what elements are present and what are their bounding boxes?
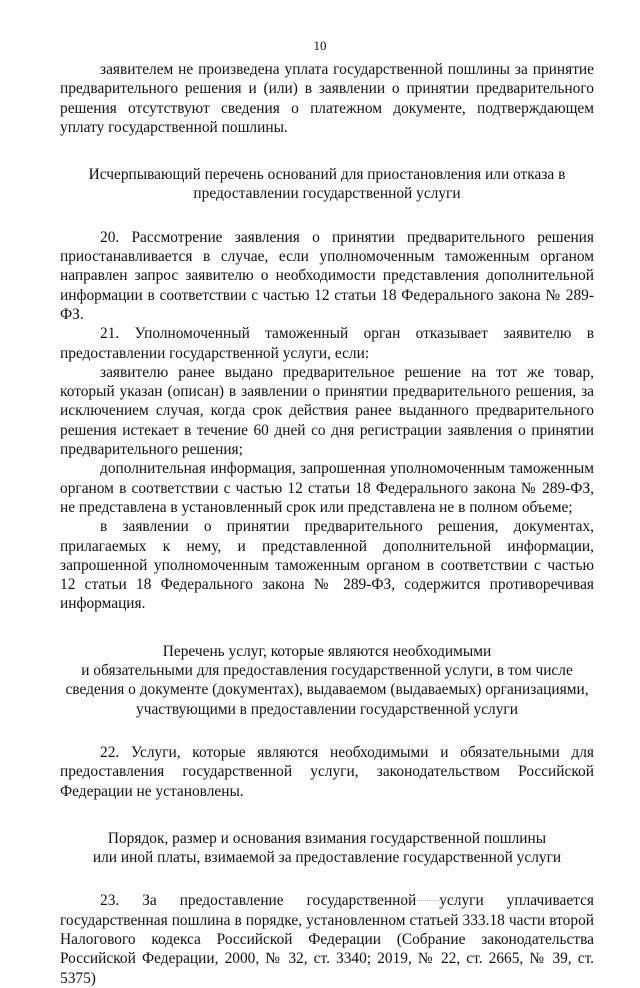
- paragraph-21-item-1: заявителю ранее выдано предварительное решение на тот же товар, который указан (описан) в заявлении о принятии предварительного решения, за исключением случая, когда срок действия ранее выданного предварительного решения истекает в течение 60 дней со дня регистрации заявления о принятии предварительного решения;: [60, 363, 594, 459]
- section-heading-suspension-refusal: [60, 165, 594, 204]
- paragraph-21-item-2: дополнительная информация, запрошенная уполномоченным таможенным органом в соответствии с частью 12 статьи 18 Федерального закона № 289-ФЗ, не представлена в установленный срок или представлена не в полном объеме;: [60, 460, 594, 516]
- page-number: 10: [313, 38, 327, 53]
- section-heading-state-fee: [60, 829, 594, 868]
- heading-line: или иной платы, взимаемой за предоставление государственной услуги: [92, 849, 562, 867]
- document-body: [60, 60, 594, 988]
- spacer: [60, 719, 594, 743]
- spacer: [60, 801, 594, 829]
- heading-line: сведения о документе (документах), выдаваемом (выдаваемых) организациями,: [65, 681, 589, 699]
- paragraph-intro: заявителем не произведена уплата государственной пошлины за принятие предварительного решения и (или) в заявлении о принятии предварительного решения отсутствуют сведения о платежном документе, подтверждающем уплату государственной пошлины.: [60, 61, 594, 136]
- scan-artifact: [340, 900, 460, 903]
- section-heading-required-services: [60, 642, 594, 719]
- heading-line: Исчерпывающий перечень оснований для приостановления или отказа в: [88, 166, 566, 184]
- paragraph-22: 22. Услуги, которые являются необходимыми и обязательными для предоставления государственной услуги, законодательством Российской Федерации не установлены.: [60, 743, 594, 800]
- heading-line: и обязательными для предоставления государственной услуги, в том числе: [81, 662, 573, 680]
- spacer: [60, 137, 594, 165]
- paragraph-20: 20. Рассмотрение заявления о принятии предварительного решения приостанавливается в случае, если уполномоченным таможенным органом направлен запрос заявителю о необходимости представления дополнительной информации в соответствии с частью 12 статьи 18 Федерального закона № 289-ФЗ.: [60, 228, 594, 323]
- paragraph-21: 21. Уполномоченный таможенный орган отказывает заявителю в предоставлении государственной услуги, если:: [60, 325, 594, 362]
- heading-line: предоставлении государственной услуги: [193, 185, 461, 203]
- heading-line: Перечень услуг, которые являются необходимыми: [162, 642, 492, 660]
- paragraph-21-item-3: в заявлении о принятии предварительного решения, документах, прилагаемых к нему, и представленной дополнительной информации, запрошенной уполномоченным таможенным органом в соответствии с частью 12 статьи 18 Федерального закона № 289-ФЗ, содержится противоречивая информация.: [60, 518, 594, 613]
- spacer: [60, 614, 594, 642]
- paragraph-23: 23. За предоставление государственной услуги уплачивается государственная пошлина в порядке, установленном статьей 333.18 части второй Налогового кодекса Российской Федерации (Собрание законодательства Российской Федерации, 2000, № 32, ст. 3340; 2019, № 22, ст. 2665, № 39, ст. 5375): [60, 892, 594, 987]
- spacer: [60, 867, 594, 891]
- heading-line: Порядок, размер и основания взимания государственной пошлины: [107, 829, 547, 847]
- spacer: [60, 204, 594, 228]
- heading-line: участвующими в предоставлении государственной услуги: [136, 700, 518, 718]
